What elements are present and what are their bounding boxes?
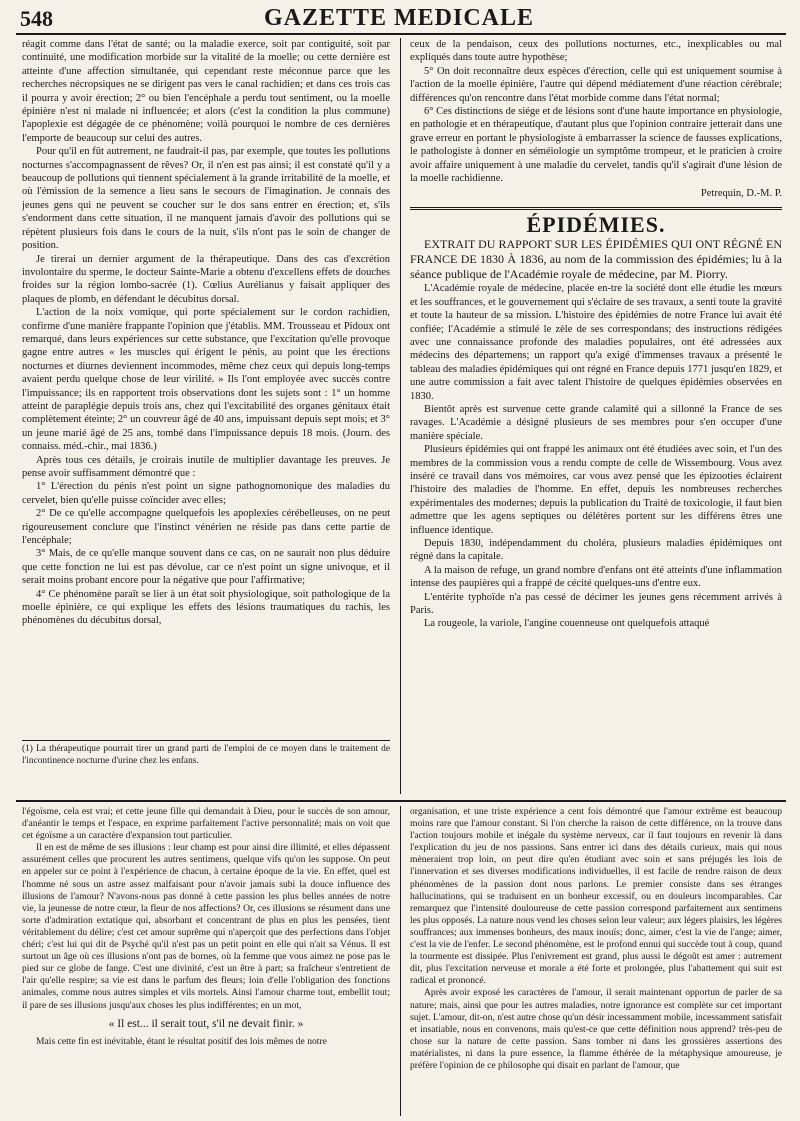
section-title: ÉPIDÉMIES. <box>526 211 666 237</box>
list-item: 1° L'érection du pénis n'est point un signe pathognomonique des maladies du cervelet, bien qu'elle puisse coïncider avec elles; <box>22 481 390 506</box>
article-subtitle: EXTRAIT DU RAPPORT SUR LES ÉPIDÉMIES QUI ONT RÉGNÉ EN FRANCE DE 1830 À 1836, au nom de la commission des épidémies; lu à la séance publique de l'Académie royale de médecine, par M. Piorry. <box>410 237 782 282</box>
paragraph: 5° On doit reconnaître deux espèces d'érection, celle qui est uniquement soumise à l'action de la moelle épinière, l'autre qui dépend médiatement d'une réaction cérébrale; différences qu'on rencontre dans l'état morbide comme dans l'état normal; <box>410 65 782 104</box>
paragraph: Je tirerai un dernier argument de la thérapeutique. Dans des cas d'excrétion involontaire du sperme, le docteur Sainte-Marie a obtenu d'excellens effets de douches froides sur la région lombo-sacrée (1). Cœlius Aurélianus y faisait appliquer des plaques de plomb, en défendant le décubitus dorsal. <box>22 253 390 305</box>
paragraph: réagit comme dans l'état de santé; ou la maladie exerce, soit par contiguité, soit par continuité, une modification morbide sur la vitalité de la moelle; ou cette dernière est atteinte d'une affection simultanée, qui cependant reste méconnue parce que les recherches nécropsiques ne se dirigent pas vers le canal rachidien; et dans ces trois cas il pourra y avoir érection; 2° ou bien l'encéphale a perdu tout sentiment, ou la moelle épinière n'est ni malade ni influencée; et alors (c'est la condition la plus commune) l'apoplexie est dégagée de ce phénomène; voilà pourquoi le nombre de ces dernières l'emporte de beaucoup sur celui des autres. <box>22 39 390 144</box>
list-item: 3° Mais, de ce qu'elle manque souvent dans ce cas, on ne saurait non plus déduire que cette fonction ne lui est pas dévolue, car ce n'est point un signe univoque, et il serait moins probant encore pour la négative que pour l'affirmative; <box>22 548 390 587</box>
column-divider <box>400 38 401 794</box>
paragraph: L'entérite typhoïde n'a pas cessé de décimer les jeunes gens récemment arrivés à Paris. <box>410 591 782 617</box>
upper-right-column <box>410 38 782 796</box>
journal-title: GAZETTE MEDICALE <box>263 5 535 31</box>
paragraph: L'action de la noix vomique, qui porte spécialement sur le cordon rachidien, confirme d'une manière frappante l'opinion que j'établis. MM. Trousseau et Pidoux ont remarqué, dans leurs expériences sur cette substance, que l'excitation qu'elle provoque gagne entre autres « les muscles qui érigent le pénis, au point que les érections nocturnes et diurnes deviennent incommodes, même chez ceux qui depuis long-temps avaient perdu quelque chose de leur virilité. » Ils l'ont employée avec succès contre l'impuissance; ils en rapportent trois observations dont les sujets sont : 1° un homme atteint de paraplégie depuis trois ans, chez qui l'excitabilité des organes génitaux était complètement éteinte; 2° un couvreur âgé de 40 ans, impuissant depuis sept mois; et 3° un jeune marié âgé de 25 ans, tombé dans l'impuissance depuis 18 mois. (Journ. des connaiss. méd.-chir., mai 1836.) <box>22 307 390 453</box>
section-rule <box>410 207 782 210</box>
paragraph: ceux de la pendaison, ceux des pollutions nocturnes, etc., inexplicables ou mal expliqués dans toute autre hypothèse; <box>410 39 782 64</box>
list-item: 4° Ce phénomène paraît se lier à un état soit physiologique, soit pathologique de la moelle épinière, ce qui explique les effets des lésions traumatiques du rachis, les phénomènes du décubitus dorsal, <box>22 588 390 627</box>
paragraph: Il en est de même de ses illusions : leur champ est pour ainsi dire illimité, et elles dépassent assurément celles que procurent les autres sentimens, quelque vifs qu'on les suppose. On peut en appeler sur ce point à l'expérience de chacun, à certaine époque de la vie. En effet, quel est l'homme né sous un astre assez malfaisant pour n'avoir jamais subi la douce influence des illusions de l'amour? N'avons-nous pas donné à cette passion les plus belles années de notre vie, la jeunesse de notre cœur, la fleur de nos affections? Or, ces illusions se résument dans une sorte d'admiration extatique qui, absorbant et concentrant de plus en plus les pensées, tient véritablement du délire; c'est cet amour suprême qui n'aperçoit que des perfections dans l'objet chéri; c'est lui qui dit de Psyché qu'il n'est pas un petit point en elle qui n'ait sa Vénus. Il est surtout un âge où ces illusions n'ont pas de bornes, où la femme que vous aimez ne pose pas le pied sur ce globe de fange. C'est une divinité, c'est un être à part; sa fraîcheur s'entretient de l'air qu'elle respire; sa vie est dans le parfum des fleurs; loin d'elle l'obligation des fonctions animales, comme nous autres simples et vils mortels. Ainsi l'amour charme tout, embellit tout; il pare de ses illusions jusqu'aux choses les plus indifférentes; en un mot, <box>22 842 390 1011</box>
list-item: 2° De ce qu'elle accompagne quelquefois les apoplexies cérébelleuses, on ne peut rigoureusement conclure que l'instinct vénérien ne réside pas dans cette partie de l'encéphale; <box>22 508 390 547</box>
page-number: 548 <box>20 6 53 31</box>
upper-left-column <box>22 38 390 738</box>
paragraph: Depuis 1830, indépendamment du choléra, plusieurs maladies épidémiques ont régné dans la capitale. <box>410 538 782 563</box>
paragraph: organisation, et une triste expérience a cent fois démontré que l'amour extrême est beaucoup moins rare que l'amour constant. Si l'on cherche la raison de cette différence, on la trouve dans l'action toujours mobile et inégale du système nerveux, car il faut toujours en revenir là dans l'explication du jeu de nos passions. Sans entrer ici dans des détails curieux, mais qui nous mèneraient trop loin, on peut dire qu'en étudiant avec soin et sans préjugés les lois de l'innervation et ses diverses modifications individuelles, il est facile de rendre raison de deux phénomènes de la passion dont nous parlons. Le premier consiste dans ses étranges hallucinations, qui se traduisent en un bonheur excessif, ou en douleurs incomparables. Car remarquez que l'intensité douloureuse de cette passion correspond parfaitement aux sentimens les plus opposés. La nature nous vend les choses selon leur valeur; aux légers plaisirs, les légères souffrances; aux immenses bonheurs, des maux inouïs; donc, aimer, c'est la vie de l'ange; aimer, c'est la vie de l'enfer. Le second phénomène, est le profond ennui qui succède tout à coup, quand la tourmente est dissipée. Plus l'enivrement est grand, plus aussi le dégoût est amer : autrement dit, plus l'excitation nerveuse et morale a été forte et prolongée, plus l'abattement qui suit est radical et prononcé. <box>410 806 782 987</box>
paragraph: A la maison de refuge, un grand nombre d'enfans ont été atteints d'une inflammation intense des paupières qui a frappé de cécité quelques-uns d'entre eux. <box>410 564 782 590</box>
paragraph: 6° Ces distinctions de siége et de lésions sont d'une haute importance en physiologie, en pathologie et en thérapeutique, d'autant plus que l'opinion contraire jetterait dans une grave erreur en portant le physiologiste à embarrasser la science de fausses explications, le pathologiste à donner en séméiologie un symptôme trompeur, et le praticien à croire avoir affaire uniquement à une maladie du cervelet, tandis qu'il s'agirait d'une lésion de la moelle rachidienne. <box>410 106 782 185</box>
paragraph: Après avoir exposé les caractères de l'amour, il serait maintenant opportun de parler de sa nature; mais, ainsi que pour les autres maladies, notre ignorance est complète sur cet important sujet. L'amour, dit-on, n'est autre chose qu'un désir incessamment mobile, incessamment satisfait et insatiable, nous en convenons, mais qu'est-ce que cette définition nous apprend? très-peu de chose sur la nature de cette passion. Sans tomber ni dans les grossières assertions des matérialistes, ni dans la pure essence, la flamme éthérée de la métaphysique amoureuse, je préfère l'opinion de ce philosophe qui disait en parlant de l'amour, que <box>410 987 782 1071</box>
footnote: (1) La thérapeutique pourrait tirer un grand parti de l'emploi de ce moyen dans le traitement de l'incontinence nocturne d'urine chez les enfans. <box>22 740 390 767</box>
paragraph: La rougeole, la variole, l'angine couenneuse ont quelquefois attaqué <box>424 618 710 630</box>
page-header <box>14 4 784 34</box>
quotation: « Il est... il serait tout, s'il ne devait finir. » <box>108 1017 304 1030</box>
lower-left-column <box>22 806 390 1118</box>
paragraph: Après tous ces détails, je croirais inutile de multiplier davantage les preuves. Je pense avoir suffisamment démontré que : <box>22 454 390 479</box>
paragraph: Bientôt après est survenue cette grande calamité qui a sillonné la France de ses ravages. L'Académie a désigné plusieurs de ses membres pour s'en occuper d'une manière spéciale. <box>410 403 782 442</box>
feuilleton-rule <box>16 800 786 802</box>
lower-right-column <box>410 806 782 1118</box>
paragraph: L'Académie royale de médecine, placée en-tre la société dont elle étudie les mœurs et les souffrances, et le gouvernement qui s'éclaire de ses travaux, a senti toute la gravité et toute la hauteur de sa mission. L'histoire des épidémies de notre France lui avait été confiée; l'Académie a stimulé le zèle de ses correspondans; des instructions rédigées avec une connaissance profonde des maladies populaires, ont été adressées aux médecins des départemens; un rapport qu'a exigé d'immenses travaux a présenté le tableau des maladies épidémiques qui ont régné en France depuis 1771 jusqu'en 1829, et une autre commission a fait avec talent l'histoire de quelques épidémies observées en 1830. <box>410 283 782 402</box>
paragraph: Mais cette fin est inévitable, étant le résultat positif des lois mêmes de notre <box>36 1035 327 1047</box>
paragraph: l'égoïsme, cela est vrai; et cette jeune fille qui demandait à Dieu, pour le succès de son amour, d'anéantir le temps et l'espace, en exprime parfaitement l'active personnalité; mais on voit que cet égoïsme a un caractère d'expansion tout particulier. <box>22 806 390 842</box>
header-rule <box>16 33 786 35</box>
author-signature: Petrequin, D.-M. P. <box>700 188 782 200</box>
paragraph: Pour qu'il en fût autrement, ne faudrait-il pas, par exemple, que toutes les pollutions nocturnes s'accompagnassent de rêves? Or, il n'en est pas ainsi; il est constaté qu'il y a beaucoup de pollutions qui tiennent spécialement à la grande irritabilité de la moelle, et où l'émission de la semence a lieu sans le secours de l'imagination. Je connais des jeunes gens qui ne peuvent se coucher sur le dos sans entrer en érection; et, s'ils s'endorment dans cette situation, il ne manquent jamais d'avoir des pollutions qui se répètent plusieurs fois dans le cours de la nuit, s'ils n'ont pas le soin de changer de position. <box>22 146 390 252</box>
column-divider <box>400 806 401 1116</box>
paragraph: Plusieurs épidémies qui ont frappé les animaux ont été étudiées avec soin, et l'un des membres de la commission vous a rendu compte de celle de Wissembourg. Vous avez inséré ce travail dans vos mémoires, car vous avez pensé que les épizooties éclairent l'histoire des maladies de l'homme. En effet, depuis les nombreuses recherches expérimentales des modernes; depuis la publication du Traité de toxicologie, il faut bien admettre que les agens septiques ou délétères portent sur les différens êtres une influence identique. <box>410 444 782 536</box>
